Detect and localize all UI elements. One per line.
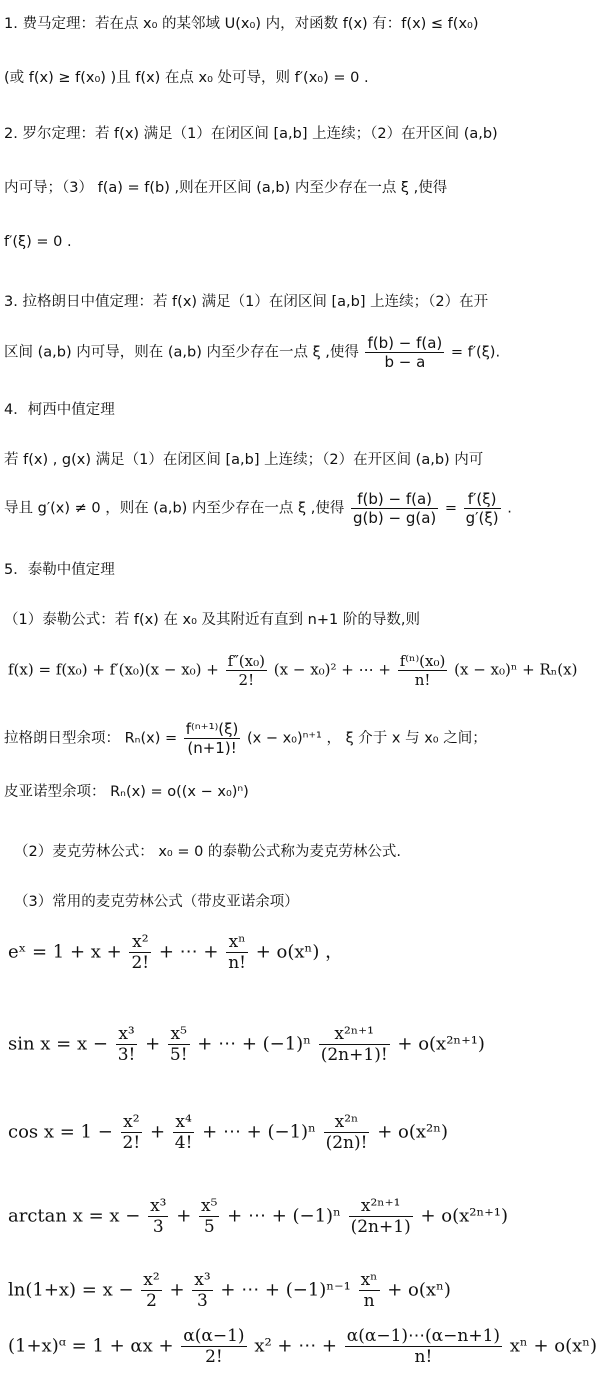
fraction-denominator: n bbox=[363, 1291, 375, 1311]
cauchy-fraction-2 bbox=[464, 490, 501, 527]
cauchy-fraction-1 bbox=[351, 490, 438, 527]
formula-part: sin x = x − bbox=[8, 1033, 108, 1055]
fraction-numerator: α(α−1)⋯(α−n+1) bbox=[346, 1326, 501, 1346]
fraction-numerator: α(α−1) bbox=[183, 1326, 245, 1346]
formula-fraction bbox=[184, 720, 241, 757]
formula-part: + ⋯ + bbox=[158, 941, 219, 963]
formula-fraction bbox=[116, 1024, 138, 1065]
formula-part: xⁿ + o(xⁿ) bbox=[509, 1335, 598, 1357]
formula-fraction bbox=[168, 1024, 190, 1065]
cos-formula bbox=[8, 1112, 448, 1153]
arctan-formula bbox=[8, 1196, 508, 1237]
formula-part: f(x) = f(x₀) + f′(x₀)(x − x₀) + bbox=[8, 660, 219, 679]
formula-part: + ⋯ + (−1)ⁿ bbox=[202, 1121, 316, 1143]
formula-part: (1+x)ᵅ = 1 + αx + bbox=[8, 1335, 174, 1357]
fraction-numerator: f′(ξ) bbox=[464, 490, 501, 509]
formula-part: eˣ = 1 + x + bbox=[8, 941, 122, 963]
lagrange-line-2 bbox=[4, 334, 500, 371]
formula-fraction bbox=[141, 1270, 161, 1311]
formula-fraction bbox=[121, 1112, 143, 1153]
formula-part: x² + ⋯ + bbox=[254, 1335, 338, 1357]
maclaurin-line: （2）麦克劳林公式： x₀ = 0 的泰勒公式称为麦克劳林公式. bbox=[14, 844, 402, 860]
lagrange-fraction bbox=[365, 334, 444, 371]
fraction-denominator: (n+1)! bbox=[187, 739, 237, 757]
formula-part: cos x = 1 − bbox=[8, 1121, 113, 1143]
fraction-numerator: x³ bbox=[116, 1024, 138, 1045]
formula-fraction bbox=[173, 1112, 195, 1153]
fraction-denominator: 4! bbox=[174, 1133, 193, 1153]
formula-fraction bbox=[349, 1196, 413, 1237]
fraction-numerator: f″(x₀) bbox=[227, 652, 265, 670]
fraction-denominator: b − a bbox=[384, 353, 426, 371]
formula-part: (x − x₀)ⁿ + Rₙ(x) bbox=[454, 660, 578, 679]
fraction-numerator: x⁵ bbox=[201, 1196, 218, 1216]
formula-part: + o(xⁿ) bbox=[387, 1279, 451, 1301]
taylor-intro: （1）泰勒公式：若 f(x) 在 x₀ 及其附近有直到 n+1 阶的导数,则 bbox=[4, 612, 420, 628]
formula-fraction bbox=[319, 1024, 390, 1065]
formula-part: (x − x₀)² + ⋯ + bbox=[273, 660, 391, 679]
taylor-formula bbox=[8, 652, 577, 689]
fraction-denominator: 5! bbox=[169, 1045, 188, 1065]
fraction-denominator: 2! bbox=[205, 1347, 223, 1367]
formula-fraction bbox=[324, 1112, 370, 1153]
fraction-denominator: (2n+1) bbox=[350, 1217, 411, 1237]
fermat-line-1: 1. 费马定理：若在点 x₀ 的某邻域 U(x₀) 内，对函数 f(x) 有：f(x) ≤ f(x₀) bbox=[4, 16, 479, 32]
formula-part: + o(x²ⁿ⁺¹) bbox=[420, 1205, 508, 1227]
formula-part: (x − x₀)ⁿ⁺¹ ， ξ 介于 x 与 x₀ 之间； bbox=[246, 730, 487, 747]
formula-part: + bbox=[176, 1205, 192, 1227]
fraction-numerator: x²ⁿ⁺¹ bbox=[349, 1196, 413, 1217]
cauchy-line-2-text: 导且 g′(x) ≠ 0 ，则在 (a,b) 内至少存在一点 ξ ,使得 bbox=[4, 500, 345, 517]
fraction-numerator: f⁽ⁿ⁾(x₀) bbox=[399, 652, 446, 670]
formula-fraction bbox=[359, 1270, 380, 1311]
power-formula bbox=[8, 1326, 597, 1367]
fraction-denominator: 2! bbox=[131, 953, 150, 973]
rolle-line-1: 2. 罗尔定理：若 f(x) 满足（1）在闭区间 [a,b] 上连续；（2）在开区间 (a,b) bbox=[4, 126, 498, 142]
formula-part: + o(xⁿ) bbox=[255, 941, 320, 963]
cauchy-title: 4．柯西中值定理 bbox=[4, 402, 115, 418]
fraction-numerator: x² bbox=[129, 932, 151, 953]
formula-part: Rₙ(x) = bbox=[124, 730, 178, 747]
formula-fraction bbox=[129, 932, 151, 973]
fraction-numerator: f(b) − f(a) bbox=[351, 490, 438, 509]
fraction-denominator: 3! bbox=[117, 1045, 136, 1065]
fraction-numerator: f⁽ⁿ⁺¹⁾(ξ) bbox=[185, 720, 239, 738]
exp-formula bbox=[8, 932, 343, 973]
fraction-denominator: 2 bbox=[146, 1291, 157, 1311]
formula-part: + ⋯ + (−1)ⁿ bbox=[227, 1205, 341, 1227]
fraction-numerator: x²ⁿ⁺¹ bbox=[319, 1024, 390, 1045]
lagrange-rhs: = f′(ξ). bbox=[450, 344, 501, 361]
formula-part: ， bbox=[325, 941, 344, 963]
fraction-denominator: g(b) − g(a) bbox=[352, 509, 437, 527]
formula-fraction bbox=[398, 652, 448, 689]
fraction-denominator: n! bbox=[414, 671, 431, 689]
taylor-title: 5．泰勒中值定理 bbox=[4, 562, 115, 578]
cauchy-line-1: 若 f(x) , g(x) 满足（1）在闭区间 [a,b] 上连续；（2）在开区间 (a,b) 内可 bbox=[4, 452, 484, 468]
formula-fraction bbox=[148, 1196, 168, 1237]
formula-fraction bbox=[192, 1270, 212, 1311]
formula-part: + ⋯ + (−1)ⁿ⁻¹ bbox=[220, 1279, 351, 1301]
fraction-denominator: 2! bbox=[122, 1133, 141, 1153]
rolle-line-3: f′(ξ) = 0 . bbox=[4, 234, 72, 250]
fraction-numerator: x⁴ bbox=[173, 1112, 195, 1133]
common-maclaurin-title: （3）常用的麦克劳林公式（带皮亚诺余项） bbox=[14, 894, 299, 910]
formula-part: arctan x = x − bbox=[8, 1205, 141, 1227]
formula-part: + o(x²ⁿ) bbox=[377, 1121, 449, 1143]
fermat-line-2: (或 f(x) ≥ f(x₀) )且 f(x) 在点 x₀ 处可导，则 f′(x₀) = 0 . bbox=[4, 70, 369, 86]
fraction-denominator: 5 bbox=[203, 1217, 215, 1237]
sin-formula bbox=[8, 1024, 485, 1065]
formula-part: ln(1+x) = x − bbox=[8, 1279, 134, 1301]
formula-fraction bbox=[226, 652, 267, 689]
fraction-denominator: 3 bbox=[152, 1217, 164, 1237]
formula-part: + o(x²ⁿ⁺¹) bbox=[397, 1033, 485, 1055]
ln-formula bbox=[8, 1270, 451, 1311]
equals-sign: = bbox=[444, 500, 458, 517]
formula-part: + bbox=[145, 1033, 161, 1055]
fraction-numerator: xⁿ bbox=[226, 932, 248, 953]
fraction-numerator: x³ bbox=[194, 1270, 211, 1290]
fraction-numerator: x² bbox=[143, 1270, 160, 1290]
fraction-numerator: xⁿ bbox=[360, 1270, 378, 1290]
fraction-denominator: n! bbox=[228, 953, 246, 973]
lagrange-line-1: 3. 拉格朗日中值定理：若 f(x) 满足（1）在闭区间 [a,b] 上连续；（2）在开 bbox=[4, 294, 489, 310]
fraction-denominator: (2n+1)! bbox=[320, 1045, 388, 1065]
lagrange-line-2-text: 区间 (a,b) 内可导，则在 (a,b) 内至少存在一点 ξ ,使得 bbox=[4, 344, 359, 361]
fraction-denominator: (2n)! bbox=[325, 1133, 368, 1153]
fraction-denominator: n! bbox=[414, 1347, 433, 1367]
fraction-numerator: x⁵ bbox=[168, 1024, 190, 1045]
cauchy-line-2 bbox=[4, 490, 512, 527]
fraction-numerator: x² bbox=[121, 1112, 143, 1133]
fraction-denominator: 2! bbox=[238, 671, 255, 689]
fraction-numerator: x³ bbox=[150, 1196, 167, 1216]
fraction-numerator: x²ⁿ bbox=[324, 1112, 370, 1133]
lagrange-remainder bbox=[4, 720, 487, 757]
period: . bbox=[507, 500, 512, 517]
remainder-label: 拉格朗日型余项： bbox=[4, 730, 120, 747]
formula-part: + bbox=[169, 1279, 185, 1301]
fraction-denominator: g′(ξ) bbox=[465, 509, 499, 527]
peano-remainder: 皮亚诺型余项： Rₙ(x) = o((x − x₀)ⁿ) bbox=[4, 784, 249, 800]
formula-fraction bbox=[345, 1326, 502, 1367]
formula-part: + ⋯ + (−1)ⁿ bbox=[197, 1033, 311, 1055]
fraction-numerator: f(b) − f(a) bbox=[367, 334, 443, 352]
formula-fraction bbox=[181, 1326, 246, 1367]
formula-fraction bbox=[226, 932, 248, 973]
formula-fraction bbox=[199, 1196, 219, 1237]
rolle-line-2: 内可导；（3） f(a) = f(b) ,则在开区间 (a,b) 内至少存在一点 ξ ,使得 bbox=[4, 180, 448, 196]
formula-part: + bbox=[149, 1121, 166, 1143]
fraction-denominator: 3 bbox=[197, 1291, 208, 1311]
